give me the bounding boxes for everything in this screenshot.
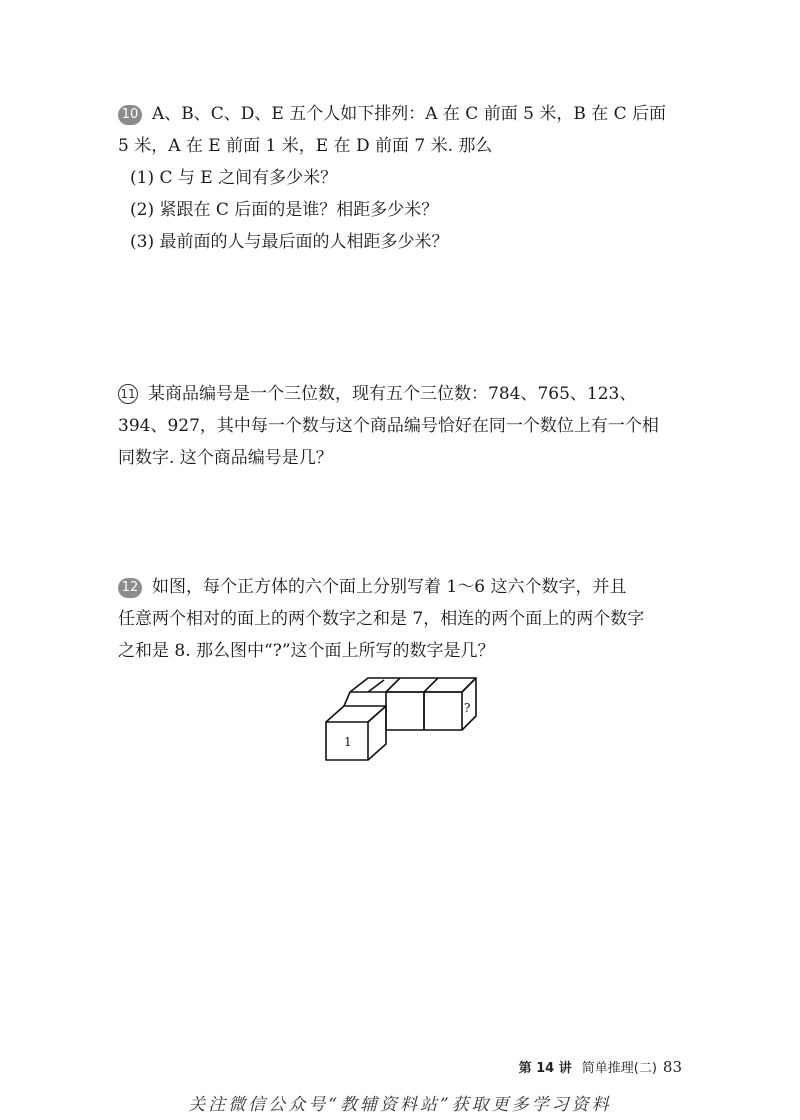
cube-front-label: 1	[344, 735, 352, 749]
watermark: 关注微信公众号“教辅资料站”获取更多学习资料	[188, 1095, 612, 1115]
cube-front-top-edge	[344, 692, 350, 706]
cube-top-divider-2	[424, 678, 438, 692]
cube-top-divider-1	[386, 678, 400, 692]
problem-number-circle: 11	[118, 384, 138, 404]
cube-step-line	[368, 680, 384, 692]
page-number: 83	[662, 1058, 682, 1076]
problem-12-line-3: 之和是 8. 那么图中“?”这个面上所写的数字是几？	[118, 641, 495, 661]
lecture-number: 第 14 讲	[518, 1061, 572, 1076]
question-2: (2) 紧跟在 C 后面的是谁？相距多少米？	[130, 200, 439, 220]
problem-11	[118, 378, 698, 474]
lecture-topic: 简单推理(二)	[581, 1061, 657, 1076]
problem-text: 某商品编号是一个三位数，现有五个三位数：784、765、123、	[148, 384, 637, 404]
problem-number-badge: 10	[118, 105, 142, 125]
problem-number-badge: 12	[118, 578, 142, 598]
cube-top-back	[350, 678, 476, 692]
question-1: (1) C 与 E 之间有多少米？	[130, 168, 338, 188]
problem-text: 如图，每个正方体的六个面上分别写着 1～6 这六个数字，并且	[152, 577, 627, 597]
cube-figure	[324, 676, 480, 762]
cube-right-face	[424, 692, 462, 730]
problem-text: A、B、C、D、E 五个人如下排列：A 在 C 前面 5 米，B 在 C 后面	[152, 104, 667, 124]
question-3: (3) 最前面的人与最后面的人相距多少米？	[130, 232, 449, 252]
cube-unknown-label: ?	[464, 701, 471, 715]
page-footer	[519, 1057, 682, 1076]
problem-12-line-2: 任意两个相对的面上的两个数字之和是 7，相连的两个面上的两个数字	[118, 609, 645, 629]
problem-12-line-1	[118, 571, 698, 603]
problem-10-line-2: 5 米，A 在 E 前面 1 米，E 在 D 前面 7 米. 那么	[118, 136, 493, 156]
cube-front-top-right	[368, 706, 386, 722]
problem-11-line-3: 同数字. 这个商品编号是几？	[118, 448, 333, 468]
problem-12	[118, 571, 698, 667]
problem-11-line-2: 394、927，其中每一个数与这个商品编号恰好在同一个数位上有一个相	[118, 416, 659, 436]
cube-middle-face	[386, 692, 424, 730]
problem-10-line-1	[118, 98, 698, 130]
problem-11-line-1	[118, 378, 698, 410]
problem-10	[118, 98, 698, 258]
